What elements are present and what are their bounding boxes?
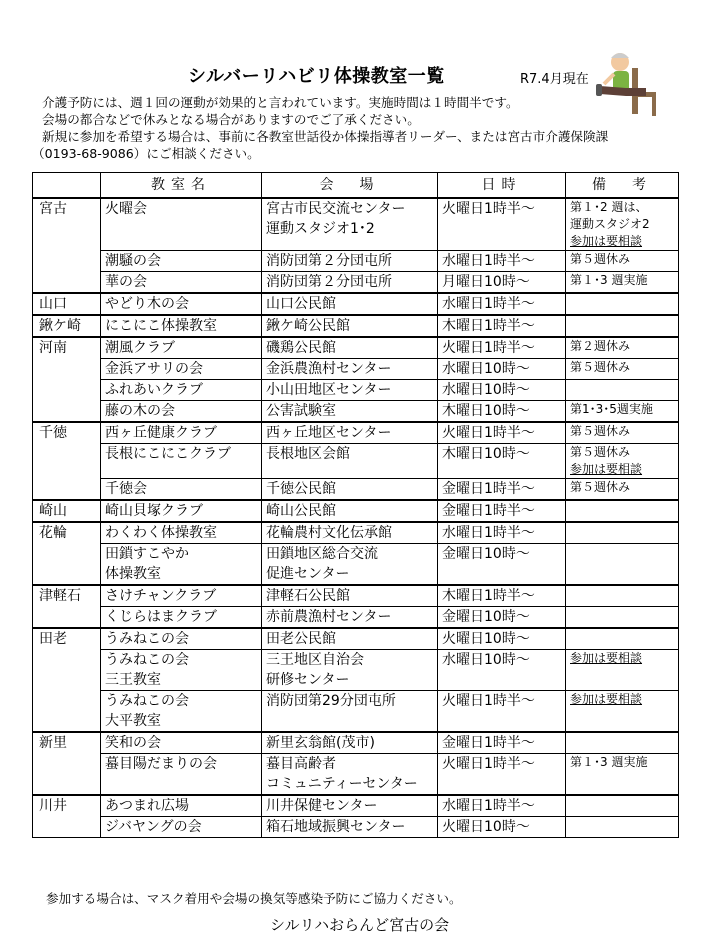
table-row xyxy=(33,628,679,650)
table-row xyxy=(33,272,679,294)
cell-note xyxy=(566,522,679,544)
cell-area xyxy=(33,479,101,501)
cell-note xyxy=(566,251,679,272)
cell-time: 水曜日10時～ xyxy=(438,650,566,691)
cell-venue-line: 三王地区自治会 xyxy=(266,652,364,668)
cell-note xyxy=(566,337,679,359)
cell-venue-line: 運動スタジオ1･2 xyxy=(266,221,375,237)
table-row xyxy=(33,359,679,380)
cell-class-line: ジバヤングの会 xyxy=(105,819,202,835)
cell-venue-line: 田老公民館 xyxy=(266,631,336,647)
cell-area: 田老 xyxy=(33,628,101,650)
cell-venue xyxy=(262,272,438,294)
cell-time: 木曜日1時半～ xyxy=(438,585,566,607)
cell-note xyxy=(566,500,679,522)
cell-note xyxy=(566,444,679,479)
table-row xyxy=(33,315,679,337)
cell-note xyxy=(566,293,679,315)
cell-note xyxy=(566,544,679,586)
cell-time: 金曜日10時～ xyxy=(438,544,566,586)
cell-venue-line: 磯鶏公民館 xyxy=(266,340,336,356)
cell-note xyxy=(566,691,679,733)
table-row xyxy=(33,479,679,501)
note-line: 運動スタジオ2 xyxy=(570,217,650,231)
note-line: 第1･3･5週実施 xyxy=(570,402,653,416)
intro-line: 新規に参加を希望する場合は、事前に各教室世話役か体操指導者リーダー、または宮古市介護保険課 xyxy=(42,129,609,144)
cell-venue-line: 消防団第２分団屯所 xyxy=(266,253,392,269)
table-row xyxy=(33,795,679,817)
cell-note xyxy=(566,315,679,337)
cell-area xyxy=(33,251,101,272)
cell-class xyxy=(101,585,262,607)
cell-venue-line: 公害試験室 xyxy=(266,403,336,419)
cell-class-line: 田鎖すこやか xyxy=(105,546,189,562)
table-row xyxy=(33,401,679,423)
note-line: 第５週休み xyxy=(570,480,631,494)
cell-time: 火曜日10時～ xyxy=(438,628,566,650)
cell-note xyxy=(566,754,679,796)
table-row xyxy=(33,817,679,838)
cell-venue xyxy=(262,585,438,607)
cell-time: 水曜日10時～ xyxy=(438,359,566,380)
cell-class-line: 華の会 xyxy=(105,274,147,290)
table-row xyxy=(33,500,679,522)
cell-venue-line: 消防団第２分団屯所 xyxy=(266,274,392,290)
note-line: 第１･3 週実施 xyxy=(570,755,648,769)
cell-venue xyxy=(262,628,438,650)
table-row xyxy=(33,422,679,444)
cell-venue xyxy=(262,444,438,479)
cell-class-line: 長根にこにこクラブ xyxy=(105,446,231,462)
cell-note xyxy=(566,628,679,650)
header-venue: 会 場 xyxy=(262,173,438,199)
cell-area xyxy=(33,650,101,691)
cell-area xyxy=(33,272,101,294)
table-row xyxy=(33,444,679,479)
organization-name: シルリハおらんど宮古の会 xyxy=(270,916,450,934)
cell-venue-line: 宮古市民交流センター xyxy=(266,201,406,217)
cell-venue-line: 研修センター xyxy=(266,672,350,688)
cell-venue xyxy=(262,817,438,838)
cell-class xyxy=(101,422,262,444)
cell-class-line: うみねこの会 xyxy=(105,652,189,668)
cell-class xyxy=(101,500,262,522)
note-line: 第１･2 週は、 xyxy=(570,200,648,214)
table-row xyxy=(33,754,679,796)
cell-venue xyxy=(262,754,438,796)
cell-area xyxy=(33,817,101,838)
cell-time: 火曜日10時～ xyxy=(438,817,566,838)
cell-time: 金曜日1時半～ xyxy=(438,500,566,522)
cell-class xyxy=(101,380,262,401)
cell-venue-line: 蟇目高齢者 xyxy=(266,756,336,772)
cell-class-line: うみねこの会 xyxy=(105,631,189,647)
header-time: 日時 xyxy=(438,173,566,199)
cell-venue-line: 箱石地域振興センター xyxy=(266,819,406,835)
cell-venue xyxy=(262,315,438,337)
cell-class-line: さけチャンクラブ xyxy=(105,588,217,604)
cell-class xyxy=(101,607,262,629)
schedule-table xyxy=(32,172,679,838)
cell-class xyxy=(101,315,262,337)
table-row xyxy=(33,732,679,754)
note-line: 参加は要相談 xyxy=(570,651,643,665)
cell-venue-line: 花輪農村文化伝承館 xyxy=(266,525,392,541)
cell-venue xyxy=(262,500,438,522)
note-line: 第５週休み xyxy=(570,252,631,266)
cell-class-line: ふれあいクラブ xyxy=(105,382,203,398)
as-of-date: R7.4月現在 xyxy=(520,72,589,87)
cell-note xyxy=(566,359,679,380)
cell-note xyxy=(566,380,679,401)
cell-venue xyxy=(262,522,438,544)
table-row xyxy=(33,607,679,629)
cell-venue xyxy=(262,795,438,817)
cell-time: 火曜日1時半～ xyxy=(438,754,566,796)
cell-class xyxy=(101,293,262,315)
cell-class xyxy=(101,650,262,691)
cell-class xyxy=(101,795,262,817)
cell-venue xyxy=(262,544,438,586)
table-row xyxy=(33,380,679,401)
cell-venue xyxy=(262,479,438,501)
table-row xyxy=(33,522,679,544)
cell-time: 水曜日1時半～ xyxy=(438,522,566,544)
cell-class xyxy=(101,479,262,501)
cell-class xyxy=(101,691,262,733)
cell-note xyxy=(566,422,679,444)
cell-venue-line: 山口公民館 xyxy=(266,296,336,312)
cell-time: 金曜日1時半～ xyxy=(438,732,566,754)
cell-venue-line: 新里玄翁館(茂市) xyxy=(266,735,375,751)
cell-area: 花輪 xyxy=(33,522,101,544)
cell-venue-line: 長根地区会館 xyxy=(266,446,350,462)
cell-class xyxy=(101,272,262,294)
header-area xyxy=(33,173,101,199)
note-line: 第５週休み xyxy=(570,445,631,459)
cell-note xyxy=(566,272,679,294)
cell-class-line: わくわく体操教室 xyxy=(105,525,217,541)
cell-venue xyxy=(262,337,438,359)
cell-class xyxy=(101,544,262,586)
cell-note xyxy=(566,650,679,691)
table-row xyxy=(33,198,679,251)
table-row xyxy=(33,691,679,733)
cell-venue-line: 金浜農漁村センター xyxy=(266,361,392,377)
cell-note xyxy=(566,817,679,838)
cell-venue-line: 西ヶ丘地区センター xyxy=(266,425,392,441)
header-note: 備 考 xyxy=(566,173,679,199)
cell-venue-line: 促進センター xyxy=(266,566,350,582)
cell-area: 津軽石 xyxy=(33,585,101,607)
cell-class-line: 潮騒の会 xyxy=(105,253,161,269)
cell-class-line: 笑和の会 xyxy=(105,735,161,751)
cell-area xyxy=(33,544,101,586)
cell-note xyxy=(566,585,679,607)
cell-area xyxy=(33,380,101,401)
cell-class-line: あつまれ広場 xyxy=(105,798,189,814)
note-line: 第５週休み xyxy=(570,360,631,374)
cell-class-line: 大平教室 xyxy=(105,713,161,729)
cell-time: 金曜日1時半～ xyxy=(438,479,566,501)
header-class: 教室名 xyxy=(101,173,262,199)
cell-class xyxy=(101,401,262,423)
cell-class-line: くじらはまクラブ xyxy=(105,609,217,625)
cell-class xyxy=(101,817,262,838)
cell-area xyxy=(33,754,101,796)
cell-time: 木曜日10時～ xyxy=(438,444,566,479)
notice-text: 参加する場合は、マスク着用や会場の換気等感染予防にご協力ください。 xyxy=(46,891,462,906)
cell-class-line: 西ヶ丘健康クラブ xyxy=(105,425,217,441)
cell-venue xyxy=(262,359,438,380)
cell-class-line: 千徳会 xyxy=(105,481,147,497)
cell-class xyxy=(101,754,262,796)
cell-class-line: 潮風クラブ xyxy=(105,340,175,356)
cell-area: 山口 xyxy=(33,293,101,315)
cell-time: 木曜日1時半～ xyxy=(438,315,566,337)
cell-venue xyxy=(262,422,438,444)
cell-time: 水曜日10時～ xyxy=(438,380,566,401)
cell-class-line: 崎山貝塚クラブ xyxy=(105,503,203,519)
cell-area: 鍬ケ崎 xyxy=(33,315,101,337)
cell-class-line: 蟇目陽だまりの会 xyxy=(105,756,217,772)
intro-text xyxy=(32,94,682,162)
cell-class xyxy=(101,732,262,754)
cell-class-line: 体操教室 xyxy=(105,566,161,582)
cell-class-line: 三王教室 xyxy=(105,672,161,688)
intro-line: （0193-68-9086）にご相談ください。 xyxy=(32,146,260,161)
cell-area xyxy=(33,691,101,733)
cell-time: 水曜日1時半～ xyxy=(438,795,566,817)
cell-note xyxy=(566,795,679,817)
cell-note xyxy=(566,607,679,629)
cell-area xyxy=(33,607,101,629)
cell-area: 新里 xyxy=(33,732,101,754)
page-title: シルバーリハビリ体操教室一覧 xyxy=(188,66,445,87)
cell-time: 月曜日10時～ xyxy=(438,272,566,294)
cell-note xyxy=(566,401,679,423)
cell-venue-line: 崎山公民館 xyxy=(266,503,336,519)
cell-venue xyxy=(262,293,438,315)
cell-note xyxy=(566,479,679,501)
note-line: 第１･3 週実施 xyxy=(570,273,648,287)
cell-class xyxy=(101,444,262,479)
cell-venue-line: 鍬ケ崎公民館 xyxy=(266,318,350,334)
cell-note xyxy=(566,198,679,251)
cell-area: 千徳 xyxy=(33,422,101,444)
table-row xyxy=(33,650,679,691)
cell-venue-line: 赤前農漁村センター xyxy=(266,609,392,625)
cell-class xyxy=(101,251,262,272)
intro-line: 介護予防には、週１回の運動が効果的と言われています。実施時間は１時間半です。 xyxy=(42,95,519,110)
cell-venue xyxy=(262,732,438,754)
cell-venue xyxy=(262,607,438,629)
cell-class-line: 金浜アサリの会 xyxy=(105,361,203,377)
table-row xyxy=(33,337,679,359)
cell-venue-line: コミュニティーセンター xyxy=(266,776,418,792)
cell-class xyxy=(101,628,262,650)
cell-time: 火曜日1時半～ xyxy=(438,691,566,733)
cell-class xyxy=(101,522,262,544)
cell-venue xyxy=(262,251,438,272)
cell-area xyxy=(33,401,101,423)
table-row xyxy=(33,544,679,586)
cell-venue xyxy=(262,198,438,251)
cell-area: 河南 xyxy=(33,337,101,359)
intro-line: 会場の都合などで休みとなる場合がありますのでご了承ください。 xyxy=(42,112,420,127)
cell-venue-line: 消防団第29分団屯所 xyxy=(266,693,396,709)
cell-class-line: 藤の木の会 xyxy=(105,403,175,419)
cell-venue-line: 小山田地区センター xyxy=(266,382,392,398)
table-row xyxy=(33,293,679,315)
cell-time: 水曜日1時半～ xyxy=(438,251,566,272)
cell-area xyxy=(33,444,101,479)
cell-venue xyxy=(262,401,438,423)
note-line: 第５週休み xyxy=(570,424,631,438)
cell-class-line: にこにこ体操教室 xyxy=(105,318,217,334)
cell-time: 金曜日10時～ xyxy=(438,607,566,629)
cell-class-line: うみねこの会 xyxy=(105,693,189,709)
cell-area xyxy=(33,359,101,380)
note-line: 参加は要相談 xyxy=(570,462,643,476)
cell-venue-line: 津軽石公民館 xyxy=(266,588,350,604)
cell-venue xyxy=(262,380,438,401)
cell-area: 川井 xyxy=(33,795,101,817)
note-line: 参加は要相談 xyxy=(570,234,643,248)
cell-venue-line: 川井保健センター xyxy=(266,798,378,814)
cell-note xyxy=(566,732,679,754)
table-row xyxy=(33,251,679,272)
cell-time: 火曜日1時半～ xyxy=(438,337,566,359)
cell-class xyxy=(101,337,262,359)
cell-time: 火曜日1時半～ xyxy=(438,422,566,444)
cell-area: 崎山 xyxy=(33,500,101,522)
note-line: 第２週休み xyxy=(570,339,631,353)
cell-venue xyxy=(262,650,438,691)
cell-time: 木曜日10時～ xyxy=(438,401,566,423)
cell-class xyxy=(101,198,262,251)
cell-venue xyxy=(262,691,438,733)
cell-time: 火曜日1時半～ xyxy=(438,198,566,251)
cell-venue-line: 千徳公民館 xyxy=(266,481,336,497)
cell-time: 水曜日1時半～ xyxy=(438,293,566,315)
table-header-row xyxy=(33,173,679,199)
cell-class xyxy=(101,359,262,380)
cell-class-line: 火曜会 xyxy=(105,201,147,217)
cell-class-line: やどり木の会 xyxy=(105,296,189,312)
cell-venue-line: 田鎖地区総合交流 xyxy=(266,546,378,562)
cell-area: 宮古 xyxy=(33,198,101,251)
table-row xyxy=(33,585,679,607)
note-line: 参加は要相談 xyxy=(570,692,643,706)
